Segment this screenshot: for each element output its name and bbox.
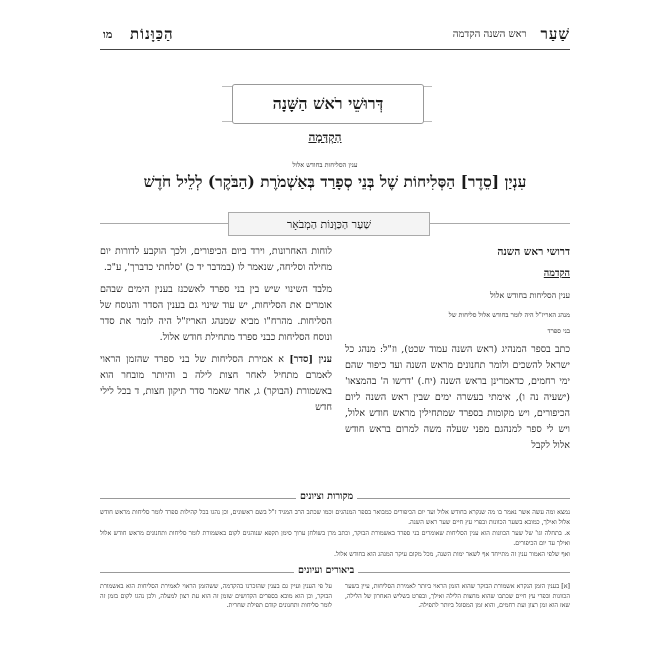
column-note-1: מנהג האריז"ל היה לומר בחודש אלול סליחות של	[448, 311, 570, 319]
main-title: עִנְיַן [סֵדֶר] הַסְּלִיחוֹת שֶׁל בְּנֵי סְפָרַד בְּאַשְׁמֹרֶת (הַבֹּקֶר) לְלֵיל חֹדֶשׁ	[143, 172, 527, 191]
header-title-left: הַכַּוָּנוֹת	[130, 24, 174, 43]
left-paragraph-3-body: א אמירת הסליחות של בני ספרד שהזמן הראוי לאמרם מתחיל לאחר חצות לילה ב והיותר מובחר הוא באשמורת (הבוקר) ג, אחר שאמר סדר תיקון חצות, ד בכל לילי חדש	[100, 354, 332, 413]
explanations-left-text: על פי הענין ועיין גם בענין שהזכרנו בהקדמה, ששהזמן הראוי לאמירת הסליחות הוא באשמורת הבוקר, וכן הוא מובא בספרים הקדושים שזמן זה הוא עת רצון למעלה, ולכן נהגו לקום בזמן זה לומר סליחות ותחנונים קודם תפילת שחרית.	[100, 583, 332, 610]
running-header	[100, 24, 570, 44]
explanations-right-text: [א] בענין הזמן הנקרא אשמורת הבוקר שהוא הזמן הראוי ביותר לאמירת הסליחות, עיין בשער הכוונות ובפרי עץ חיים שכתבו שהוא מחצות הלילה ואילך, ובפרט בשליש האחרון של הלילה, שאז הוא זמן רצון ועת רחמים, והוא זמן המסוגל ביותר לתפילה.	[345, 583, 570, 610]
section-label: שַׁעַר הַכַּוָּנוֹת הַמְבֹאָר	[228, 212, 430, 236]
header-subtitle: ראש השנה הקדמה	[452, 28, 527, 40]
header-title-right: שַׁעַר	[540, 24, 570, 43]
left-paragraph-3-lead: ענין [סדר]	[289, 354, 332, 365]
left-paragraph-3	[100, 352, 332, 416]
right-column	[345, 244, 570, 460]
page-number: מו	[103, 28, 113, 41]
chapter-banner: דְּרוּשֵׁי רֹאשׁ הַשָּׁנָה	[232, 84, 424, 124]
right-paragraph: כתב בספר המנהיג (ראש השנה עמוד שכט), וז"ל: מנהג כל ישראל להשכים ולומר תחנונים מראש השנה ועד כיפור שהם ימי רחמים, כדאמרינן בראש השנה (יח.) 'דרשו ה' בהמצאו' (ישעיה נה ו), אימתי בעשרה ימים שבין ראש השנה ליום הכיפורים, ויש מקומות בספרד שמתחילין מראש חודש אלול, ויש לי ספר למנהגם מפני שעלה משה למרום בראש חודש אלול לקבל	[345, 344, 570, 451]
column-topic: ענין הסליחות בחודש אלול	[489, 291, 570, 300]
sources-paragraph-1: נמצא ומה עשה אשר נאמר בו מה שנקרא בחודש אלול ועד יום הכיפורים כמבואר בספר המנהגים וכמו שכתב הרב המגיד ז"ל בשם ראשונים, וכן נהגו בכל קהילות ספרד לומר סליחות מראש חודש אלול ואילך, כמובא בשער הכוונות ובפרי עץ חיים שער ראש השנה.	[100, 509, 570, 526]
column-subtitle: הקדמה	[543, 268, 570, 279]
sources-label: מקורות וציונים	[296, 491, 357, 502]
header-right-group	[453, 25, 570, 44]
explanations-left	[100, 582, 332, 642]
column-title: דרושי ראש השנה	[497, 246, 570, 258]
sources-paragraph-3: ואף שלפי האמור ענין זה מתייחד אף לשאר ימות השנה, מכל מקום עיקר המנהג הוא בחודש אלול.	[334, 551, 570, 559]
left-paragraph-2: מלבד השינוי שיש בין בני ספרד לאשכנז בענין הימים שבהם אומרים את הסליחות, יש עוד שינוי גם בענין הסדר והנוסח של הסליחות. מהרח"ו מביא שמנהג האריז"ל היה לומר את סדר ונוסח הסליחות כבני ספרד מתחילת חודש אלול.	[100, 284, 332, 343]
header-rule	[100, 49, 570, 50]
sources-paragraph-2: א. בתחלה וגו' של שער הכוונות הוא ענין הסליחות שאומרים בני ספרד באשמורת הבוקר, וכתב מרן בשולחן ערוך סימן תקפא שנוהגים לקום באשמורת לומר סליחות ותחנונים מראש חודש אלול ואילך עד יום הכיפורים.	[100, 530, 570, 547]
left-paragraph-1: לוחות האחרונות, וירד ביום הכיפורים, ולכך הוקבע לדורות יום מחילה וסליחה, שנאמר לו (במדבר יד כ) 'סלחתי כדברך', ע"כ.	[100, 246, 332, 273]
column-note-2: בני ספרד	[547, 327, 570, 335]
explanations-right	[345, 582, 570, 642]
explanations-label: ביאורים ועיונים	[294, 565, 358, 576]
topic-line: ענין הסליחות בחודש אלול	[292, 161, 358, 169]
intro-heading: הַקְדָּמָה	[308, 130, 342, 144]
left-column	[100, 244, 332, 422]
sources-text	[100, 508, 570, 562]
